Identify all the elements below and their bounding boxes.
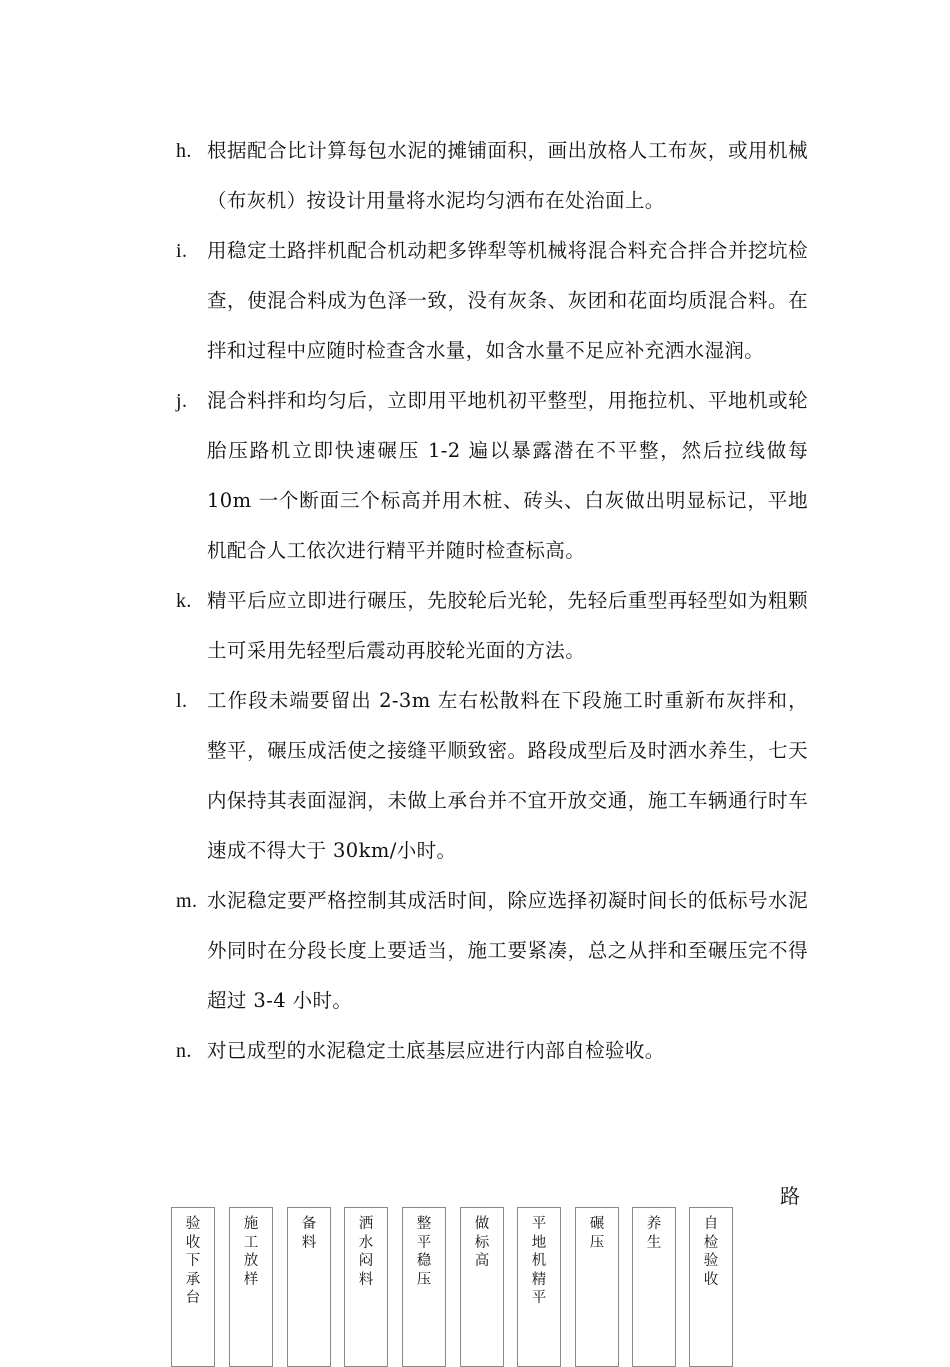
flow-step-label: 施工放样 [243, 1216, 259, 1288]
list-item [176, 676, 808, 876]
item-text: 用稳定土路拌机配合机动耙多铧犁等机械将混合料充合拌合并挖坑检查，使混合料成为色泽一致，没有灰条、灰团和花面均质混合料。在拌和过程中应随时检查含水量，如含水量不足应补充洒水湿润。 [207, 239, 808, 362]
flow-step-box [575, 1207, 619, 1367]
list-item [176, 576, 808, 676]
item-marker: i. [176, 240, 188, 262]
flow-step-box [632, 1207, 676, 1367]
flow-step-label: 养生 [646, 1216, 662, 1251]
item-marker: m. [176, 890, 198, 912]
item-text: 工作段未端要留出 2-3m 左右松散料在下段施工时重新布灰拌和，整平，碾压成活使之接缝平顺致密。路段成型后及时洒水养生，七天内保持其表面湿润，未做上承台并不宜开放交通，施工车辆通行时车速成不得大于 30km/小时。 [207, 689, 808, 862]
flow-step-box [171, 1207, 215, 1367]
flow-step-box [344, 1207, 388, 1367]
item-marker: h. [176, 140, 192, 162]
item-text: 精平后应立即进行碾压，先胶轮后光轮，先轻后重型再轻型如为粗颗土可采用先轻型后震动再胶轮光面的方法。 [207, 589, 808, 662]
list-item [176, 376, 808, 576]
list-item [176, 876, 808, 1026]
item-marker: j. [176, 390, 188, 412]
list-item [176, 226, 808, 376]
flow-step-label: 碾压 [589, 1216, 605, 1251]
item-text: 混合料拌和均匀后，立即用平地机初平整型，用拖拉机、平地机或轮胎压路机立即快速碾压 1-2 遍以暴露潜在不平整，然后拉线做每 10m 一个断面三个标高并用木桩、砖头、白灰做出明显标记，平地机配合人工依次进行精平并随时检查标高。 [207, 389, 808, 562]
item-marker: k. [176, 590, 192, 612]
flow-step-label: 洒水闷料 [358, 1216, 374, 1288]
side-heading-char: 路 [780, 1184, 800, 1208]
flow-step-label: 平地机精平 [531, 1216, 547, 1306]
item-text: 对已成型的水泥稳定土底基层应进行内部自检验收。 [207, 1039, 665, 1062]
flow-step-box [689, 1207, 733, 1367]
flow-step-box [517, 1207, 561, 1367]
flow-step-box [287, 1207, 331, 1367]
list-item [176, 1026, 808, 1076]
item-marker: l. [176, 690, 188, 712]
flow-step-label: 自检验收 [703, 1216, 719, 1288]
flow-step-label: 备料 [301, 1216, 317, 1251]
item-text: 根据配合比计算每包水泥的摊铺面积，画出放格人工布灰，或用机械（布灰机）按设计用量将水泥均匀洒布在处治面上。 [207, 139, 808, 212]
flow-step-box [460, 1207, 504, 1367]
item-text: 水泥稳定要严格控制其成活时间，除应选择初凝时间长的低标号水泥外同时在分段长度上要适当，施工要紧凑，总之从拌和至碾压完不得超过 3-4 小时。 [207, 889, 808, 1012]
flow-step-label: 验收下承台 [185, 1216, 201, 1306]
flow-step-label: 整平稳压 [416, 1216, 432, 1288]
flow-step-label: 做标高 [474, 1216, 490, 1269]
item-marker: n. [176, 1040, 192, 1062]
list-item [176, 126, 808, 226]
document-body [176, 126, 808, 1076]
flow-step-box [402, 1207, 446, 1367]
flow-step-box [229, 1207, 273, 1367]
